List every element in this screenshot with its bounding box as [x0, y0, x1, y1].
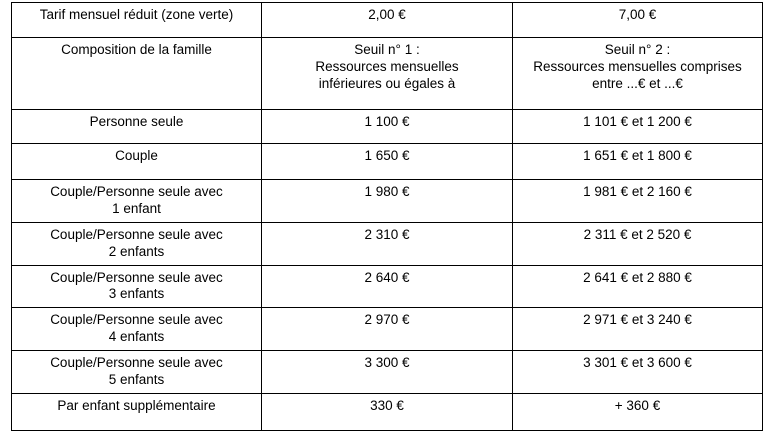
family-label-line1: Couple/Personne seule avec — [50, 355, 223, 370]
table-row-title — [12, 3, 763, 38]
cell-seuil2-value — [513, 308, 763, 351]
cell-seuil2-value — [513, 222, 763, 265]
heading-seuil1-line2: Ressources mensuelles — [315, 58, 459, 74]
heading-seuil1-line1: Seuil n° 1 : — [354, 42, 420, 57]
cell-seuil1-value — [262, 222, 513, 265]
cell-seuil1-value — [262, 308, 513, 351]
seuil1-value-text: 2 640 € — [364, 269, 410, 285]
cell-title-seuil2-price — [513, 3, 763, 38]
cell-family-composition — [12, 222, 262, 265]
heading-seuil1-line3: inférieures ou égales à — [318, 75, 456, 91]
price-seuil2-text: 7,00 € — [618, 7, 657, 22]
seuil1-value-text: 1 650 € — [364, 148, 410, 163]
family-label-line1: Couple — [115, 148, 158, 163]
cell-seuil1-value — [262, 393, 513, 430]
seuil2-value-text: 2 641 € et 2 880 € — [583, 269, 692, 285]
cell-seuil2-value — [513, 393, 763, 430]
seuil1-value-text: 1 980 € — [364, 184, 410, 199]
table-row — [12, 144, 763, 180]
cell-family-composition — [12, 308, 262, 351]
cell-heading-label — [12, 38, 262, 110]
family-label-line2: 4 enfants — [108, 329, 165, 345]
heading-seuil2-line1: Seuil n° 2 : — [604, 42, 671, 57]
cell-family-composition — [12, 110, 262, 144]
family-label-line2: 3 enfants — [108, 286, 165, 302]
family-label-line2: 5 enfants — [108, 371, 165, 387]
cell-seuil2-value — [513, 180, 763, 223]
cell-family-composition — [12, 265, 262, 308]
family-label-line1: Couple/Personne seule avec — [50, 269, 223, 285]
cell-family-composition — [12, 393, 262, 430]
family-label-line1: Couple/Personne seule avec — [50, 312, 223, 328]
cell-seuil1-value — [262, 144, 513, 180]
heading-seuil2-line3: entre ...€ et ...€ — [592, 75, 683, 91]
cell-seuil1-value — [262, 351, 513, 394]
cell-family-composition — [12, 351, 262, 394]
seuil2-value-text: 2 311 € et 2 520 € — [583, 226, 692, 242]
family-label-line1: Couple/Personne seule avec — [50, 226, 223, 242]
table-row — [12, 351, 763, 394]
tariff-table — [11, 2, 763, 431]
cell-seuil1-value — [262, 110, 513, 144]
table-row-heading — [12, 38, 763, 110]
seuil1-value-text: 2 310 € — [364, 226, 410, 242]
cell-seuil2-value — [513, 351, 763, 394]
cell-seuil1-value — [262, 180, 513, 223]
seuil1-value-text: 1 100 € — [364, 114, 410, 129]
table-row — [12, 180, 763, 223]
title-label-text: Tarif mensuel réduit (zone verte) — [39, 7, 234, 22]
family-label-line1: Couple/Personne seule avec — [50, 184, 223, 199]
family-label-line1: Par enfant supplémentaire — [57, 397, 216, 413]
cell-seuil2-value — [513, 110, 763, 144]
cell-seuil1-value — [262, 265, 513, 308]
seuil2-value-text: 1 981 € et 2 160 € — [583, 184, 692, 199]
family-label-line1: Personne seule — [89, 114, 184, 129]
seuil2-value-text: 2 971 € et 3 240 € — [583, 312, 692, 328]
family-label-line2: 2 enfants — [108, 243, 165, 259]
table-body — [12, 3, 763, 431]
cell-heading-seuil1 — [262, 38, 513, 110]
cell-family-composition — [12, 144, 262, 180]
table-row — [12, 265, 763, 308]
seuil2-value-text: 1 101 € et 1 200 € — [583, 114, 692, 129]
cell-family-composition — [12, 180, 262, 223]
seuil1-value-text: 3 300 € — [364, 355, 410, 370]
seuil2-value-text: 3 301 € et 3 600 € — [583, 355, 692, 370]
cell-title-label — [12, 3, 262, 38]
seuil2-value-text: 1 651 € et 1 800 € — [583, 148, 692, 163]
cell-heading-seuil2 — [513, 38, 763, 110]
heading-seuil2-line2: Ressources mensuelles comprises — [533, 58, 742, 74]
price-seuil1-text: 2,00 € — [368, 7, 406, 22]
table-row — [12, 308, 763, 351]
heading-label-text: Composition de la famille — [61, 42, 212, 57]
cell-seuil2-value — [513, 144, 763, 180]
seuil1-value-text: 2 970 € — [364, 312, 410, 328]
table-row — [12, 222, 763, 265]
cell-title-seuil1-price — [262, 3, 513, 38]
table-row — [12, 110, 763, 144]
table-row — [12, 393, 763, 430]
cell-seuil2-value — [513, 265, 763, 308]
seuil1-value-text: 330 € — [370, 397, 404, 413]
seuil2-value-text: + 360 € — [614, 397, 661, 413]
family-label-line2: 1 enfant — [112, 200, 161, 216]
